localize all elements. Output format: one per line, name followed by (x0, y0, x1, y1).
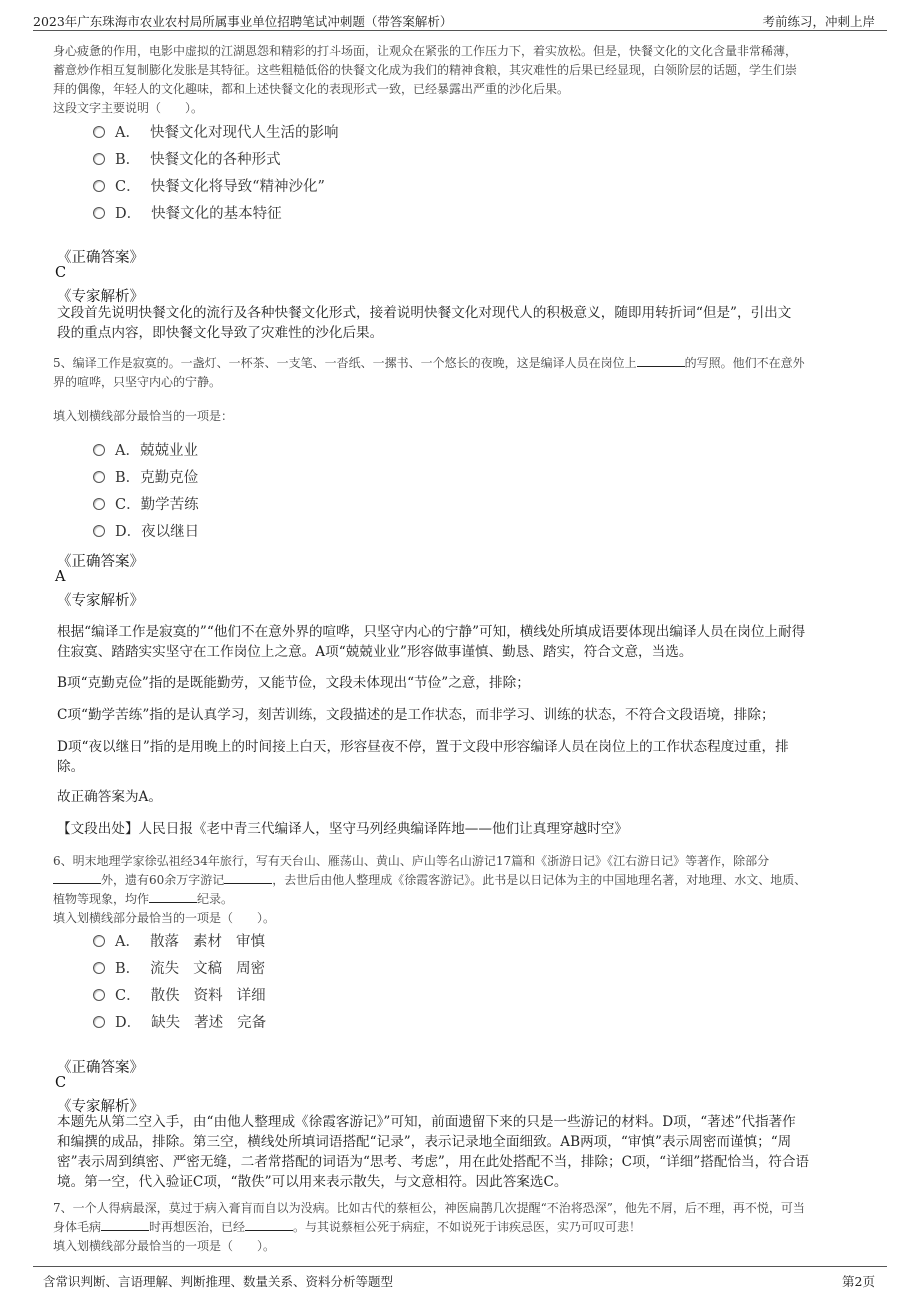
q5-analysis-p2: B项“克勤克俭”指的是既能勤劳，又能节俭，文段未体现出“节俭”之意，排除； (57, 675, 530, 691)
q5-analysis-p5: 故正确答案为A。 (57, 789, 162, 805)
q4-passage-line: 身心疲惫的作用，电影中虚拟的江湖恩怨和精彩的打斗场面，让观众在紧张的工作压力下，着实放松。但是，快餐文化的文化含量非常稀薄， (53, 44, 798, 58)
q4-passage-line: 蓄意炒作相互复制膨化发胀是其特征。这些粗糙低俗的快餐文化成为我们的精神食粮，其灾难性的后果已经显现，白领阶层的话题，学生们崇 (53, 63, 798, 77)
q4-passage-line: 拜的偶像，年轻人的文化趣味，都和上述快餐文化的表现形式一致，已经暴露出严重的沙化后果。 (53, 82, 570, 96)
fill-blank (53, 871, 101, 884)
q4-answer-label: 《正确答案》 (57, 250, 144, 266)
q6-option-d[interactable]: D． 缺失 著述 完备 (93, 1012, 266, 1034)
q4-analysis-label: 《专家解析》 (57, 289, 144, 305)
q6-option-b[interactable]: B． 流失 文稿 周密 (93, 958, 265, 980)
q4-answer: C (55, 265, 67, 281)
q5-source: 【文段出处】人民日报《老中青三代编译人，坚守马列经典编译阵地——他们让真理穿越时空》 (57, 821, 628, 837)
radio-icon[interactable] (93, 989, 105, 1001)
q7-stem: 7、一个人得病最深，莫过于病入膏肓而自以为没病。比如古代的蔡桓公，神医扁鹊几次提醒“不治将恐深”，他先不屑，后不理，再不悦，可当 身体毛病 时再想医治，已经 。与其说蔡桓公死于病症，不如说死于讳疾忌医，实乃可叹可悲！ 填入划横线部分最恰当的一项是（ ）。 (53, 1199, 873, 1256)
q4-analysis: 文段首先说明快餐文化的流行及各种快餐文化形式，接着说明快餐文化对现代人的积极意义，随即用转折词“但是”，引出文 段的重点内容，即快餐文化导致了灾难性的沙化后果。 (57, 305, 792, 341)
fill-blank (637, 354, 685, 367)
q6-analysis-label: 《专家解析》 (57, 1099, 144, 1115)
radio-icon[interactable] (93, 498, 105, 510)
footer-topics: 含常识判断、言语理解、判断推理、数量关系、资料分析等题型 (43, 1274, 394, 1289)
radio-icon[interactable] (93, 471, 105, 483)
q4-passage (53, 42, 873, 118)
q5-option-a[interactable]: A．兢兢业业 (93, 440, 198, 462)
q5-analysis-label: 《专家解析》 (57, 593, 144, 609)
q4-option-a[interactable]: A． 快餐文化对现代人生活的影响 (93, 122, 338, 144)
page-header (33, 8, 887, 31)
q6-stem: 6、明末地理学家徐弘祖经34年旅行，写有天台山、雁荡山、黄山、庐山等名山游记17篇和《浙游日记》《江右游日记》等著作，除部分 外，遗有60余万字游记 ，去世后由他人整理成《徐霞客游记》。此书是以日记体为主的中国地理名著，对地理、水文、地质、 植物等现象，均作 纪录。 填入划横线部分最恰当的一项是（ ）。 (53, 852, 873, 928)
radio-icon[interactable] (93, 180, 105, 192)
radio-icon[interactable] (93, 126, 105, 138)
q5-option-b[interactable]: B．克勤克俭 (93, 467, 198, 489)
q5-analysis-p3: C项“勤学苦练”指的是认真学习，刻苦训练，文段描述的是工作状态，而非学习、训练的状态，不符合文段语境，排除； (57, 707, 775, 723)
radio-icon[interactable] (93, 1016, 105, 1028)
q5-answer-label: 《正确答案》 (57, 554, 144, 570)
fill-blank (149, 890, 197, 903)
q5-stem: 5、编译工作是寂寞的。一盏灯、一杯茶、一支笔、一沓纸、一摞书、一个悠长的夜晚，这是编译人员在岗位上 的写照。他们不在意外 界的喧哗，只坚守内心的宁静。 (53, 356, 805, 389)
header-slogan: 考前练习，冲刺上岸 (762, 14, 875, 29)
radio-icon[interactable] (93, 153, 105, 165)
q4-option-d[interactable]: D． 快餐文化的基本特征 (93, 203, 282, 225)
radio-icon[interactable] (93, 962, 105, 974)
q5-answer: A (55, 569, 66, 585)
q5-analysis-p1: 根据“编译工作是寂寞的”“他们不在意外界的喧哗，只坚守内心的宁静”可知，横线处所填成语要体现出编译人员在岗位上耐得 住寂寞、踏踏实实坚守在工作岗位上之意。A项“兢兢业业”形容做事谨慎、勤恳、踏实，符合文意，当选。 (57, 624, 806, 660)
q6-answer-label: 《正确答案》 (57, 1060, 144, 1076)
fill-blank (224, 871, 272, 884)
radio-icon[interactable] (93, 525, 105, 537)
q6-prompt: 填入划横线部分最恰当的一项是（ ）。 (53, 911, 276, 925)
page-footer (33, 1266, 887, 1291)
q6-option-c[interactable]: C． 散佚 资料 详细 (93, 985, 266, 1007)
q4-option-b[interactable]: B． 快餐文化的各种形式 (93, 149, 281, 171)
q4-prompt: 这段文字主要说明（ ）。 (53, 101, 204, 115)
q4-option-c[interactable]: C． 快餐文化将导致“精神沙化” (93, 176, 325, 198)
q7-prompt: 填入划横线部分最恰当的一项是（ ）。 (53, 1239, 276, 1253)
fill-blank (245, 1218, 293, 1231)
q5-prompt: 填入划横线部分最恰当的一项是： (53, 409, 234, 423)
page-number: 第2页 (842, 1274, 875, 1289)
q6-answer: C (55, 1075, 67, 1091)
q5-analysis-p4: D项“夜以继日”指的是用晚上的时间接上白天，形容昼夜不停，置于文段中形容编译人员在岗位上的工作状态程度过重，排 除。 (57, 739, 789, 775)
radio-icon[interactable] (93, 444, 105, 456)
q5-option-d[interactable]: D．夜以继日 (93, 521, 199, 543)
document-title: 2023年广东珠海市农业农村局所属事业单位招聘笔试冲刺题（带答案解析） (33, 14, 453, 29)
radio-icon[interactable] (93, 207, 105, 219)
q6-option-a[interactable]: A． 散落 素材 审慎 (93, 931, 265, 953)
q5-option-c[interactable]: C．勤学苦练 (93, 494, 199, 516)
fill-blank (101, 1218, 149, 1231)
q6-analysis: 本题先从第二空入手，由“由他人整理成《徐霞客游记》”可知，前面遗留下来的只是一些游记的材料。D项，“著述”代指著作 和编撰的成品，排除。第三空，横线处所填词语搭配“记录”，表示记录地全面细致。AB两项，“审慎”表示周密而谨慎；“周 密”表示周到缜密、严密无缝，二者常搭配的词语为“思考、考虑”，用在此处搭配不当，排除；C项，“详细”搭配恰当，符合语 境。第一空，代入验证C项，“散佚”可以用来表示散失，与文意相符。因此答案选C。 (57, 1114, 810, 1190)
radio-icon[interactable] (93, 935, 105, 947)
